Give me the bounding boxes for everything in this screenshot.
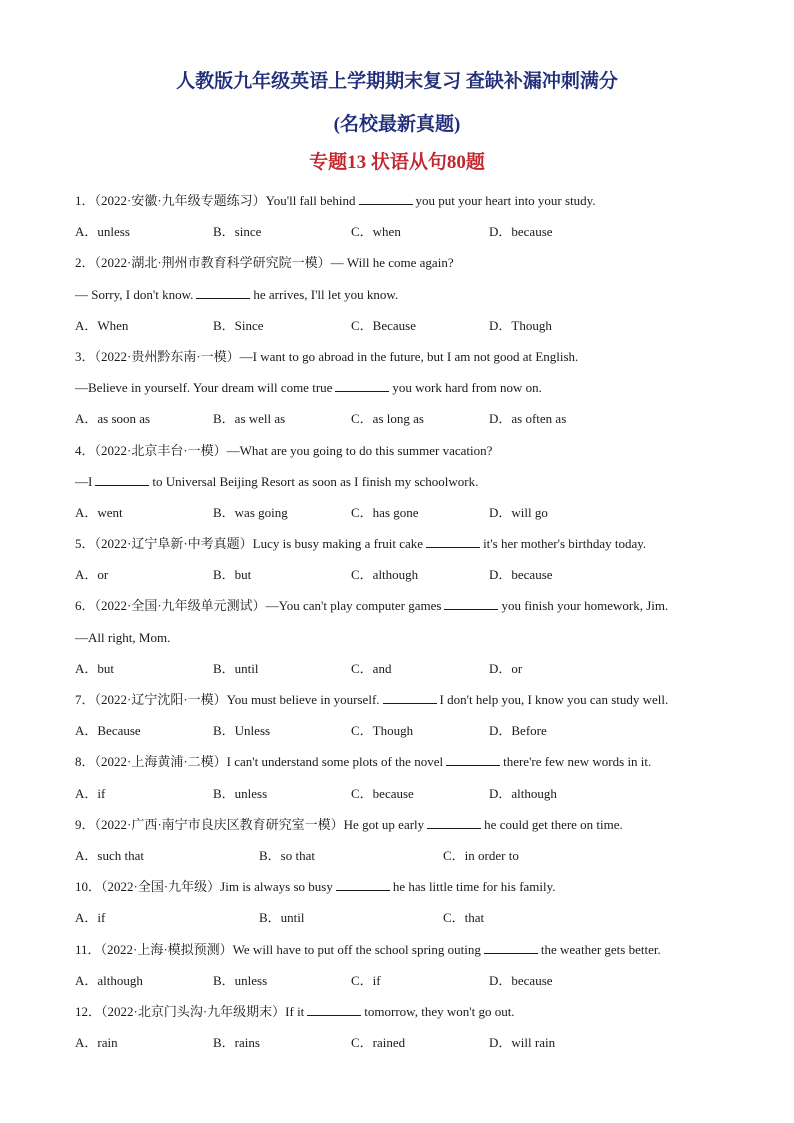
answer-option: B．but bbox=[213, 567, 252, 583]
answer-option: B．Since bbox=[213, 317, 264, 333]
question-text: 12．（2022·北京门头沟·九年级期末）If it bbox=[75, 1003, 305, 1019]
question-text: tomorrow, they won't go out. bbox=[364, 1003, 515, 1019]
answer-blank bbox=[359, 192, 413, 205]
question-line bbox=[75, 875, 735, 906]
answer-option: C．when bbox=[351, 224, 401, 240]
answer-option: A．although bbox=[75, 972, 143, 988]
question-line bbox=[75, 189, 735, 220]
answer-blank bbox=[336, 878, 390, 891]
question-text: 11．（2022·上海·模拟预测）We will have to put off the school spring outing bbox=[75, 941, 481, 957]
answer-options bbox=[75, 782, 735, 813]
answer-option: D．will go bbox=[489, 504, 548, 520]
answer-option: B．since bbox=[213, 224, 262, 240]
question-text: 7．（2022·辽宁沈阳·一模）You must believe in yourself. bbox=[75, 692, 380, 707]
question-line bbox=[75, 813, 735, 844]
answer-blank bbox=[444, 597, 498, 610]
answer-blank bbox=[426, 535, 480, 548]
subtitle: (名校最新真题) bbox=[333, 114, 461, 135]
answer-option: C．as long as bbox=[351, 411, 424, 427]
question-text: 2．（2022·湖北·荆州市教育科学研究院一模）— Will he come again? bbox=[75, 255, 454, 271]
answer-option: C．because bbox=[351, 785, 414, 801]
question-text: you finish your homework, Jim. bbox=[501, 598, 669, 614]
answer-option: B．unless bbox=[213, 785, 268, 801]
answer-option: B．as well as bbox=[213, 411, 286, 427]
answer-option: A．if bbox=[75, 785, 106, 801]
answer-option: D．Though bbox=[489, 317, 552, 333]
answer-blank bbox=[95, 473, 149, 486]
question-text: —I bbox=[75, 473, 93, 489]
question-line bbox=[75, 594, 735, 625]
answer-option: C．Because bbox=[351, 317, 416, 333]
answer-options bbox=[75, 501, 735, 532]
answer-option: C．if bbox=[351, 972, 381, 988]
question-text: —Believe in yourself. Your dream will come true bbox=[75, 380, 333, 396]
answer-option: A．Because bbox=[75, 723, 141, 739]
answer-option: B．rains bbox=[213, 1035, 260, 1051]
title-block bbox=[0, 0, 794, 176]
answer-options bbox=[75, 844, 735, 875]
answer-option: B．until bbox=[259, 910, 305, 926]
question-text: 5．（2022·辽宁阜新·中考真题）Lucy is busy making a fruit cake bbox=[75, 536, 424, 552]
question-line bbox=[75, 345, 735, 376]
question-text: — Sorry, I don't know. bbox=[75, 286, 194, 302]
question-text: there're few new words in it. bbox=[503, 754, 652, 770]
question-text: 3．（2022·贵州黔东南·一模）—I want to go abroad in the future, but I am not good at English. bbox=[75, 348, 579, 364]
question-item bbox=[75, 189, 735, 251]
question-item bbox=[75, 813, 735, 875]
question-text: 10．（2022·全国·九年级）Jim is always so busy bbox=[75, 879, 333, 895]
question-line bbox=[75, 439, 735, 470]
answer-blank bbox=[427, 816, 481, 829]
question-text: 6．（2022·全国·九年级单元测试）—You can't play computer games bbox=[75, 598, 442, 614]
answer-option: A．but bbox=[75, 660, 115, 676]
answer-option: C．has gone bbox=[351, 504, 419, 520]
question-text: you put your heart into your study. bbox=[415, 193, 596, 208]
answer-option: C．that bbox=[443, 910, 485, 926]
main-title: 人教版九年级英语上学期期末复习 查缺补漏冲刺满分 bbox=[176, 71, 618, 92]
answer-option: C．rained bbox=[351, 1035, 406, 1051]
answer-options bbox=[75, 563, 735, 594]
answer-blank bbox=[307, 1003, 361, 1016]
question-item bbox=[75, 251, 735, 345]
answer-options bbox=[75, 969, 735, 1000]
question-line bbox=[75, 251, 735, 282]
question-line bbox=[75, 750, 735, 781]
question-text: it's her mother's birthday today. bbox=[483, 536, 647, 552]
answer-option: A．unless bbox=[75, 224, 130, 240]
answer-option: B．so that bbox=[259, 847, 315, 863]
question-line bbox=[75, 938, 735, 969]
answer-options bbox=[75, 719, 735, 750]
answer-option: B．unless bbox=[213, 972, 268, 988]
question-text: —All right, Mom. bbox=[75, 629, 171, 645]
question-text: to Universal Beijing Resort as soon as I finish my schoolwork. bbox=[152, 473, 479, 489]
question-text: 4．（2022·北京丰台·一模）—What are you going to do this summer vacation? bbox=[75, 442, 493, 458]
answer-option: C．although bbox=[351, 567, 419, 583]
question-line bbox=[75, 626, 735, 657]
topic-title: 专题13 状语从句80题 bbox=[309, 152, 485, 173]
answer-option: B．Unless bbox=[213, 723, 271, 739]
question-item bbox=[75, 938, 735, 1000]
answer-option: A．as soon as bbox=[75, 411, 151, 427]
answer-blank bbox=[484, 941, 538, 954]
answer-blank bbox=[335, 379, 389, 392]
answer-option: C．Though bbox=[351, 723, 414, 739]
question-item bbox=[75, 875, 735, 937]
answer-option: B．until bbox=[213, 660, 259, 676]
question-line bbox=[75, 376, 735, 407]
question-line bbox=[75, 532, 735, 563]
question-line bbox=[75, 283, 735, 314]
answer-option: A．rain bbox=[75, 1035, 118, 1051]
answer-option: D．although bbox=[489, 785, 557, 801]
answer-options bbox=[75, 906, 735, 937]
question-text: you work hard from now on. bbox=[392, 380, 542, 396]
question-line bbox=[75, 688, 735, 719]
answer-blank bbox=[196, 286, 250, 299]
answer-option: D．because bbox=[489, 567, 553, 583]
answer-option: B．was going bbox=[213, 504, 288, 520]
question-text: 8．（2022·上海黄浦·二模）I can't understand some plots of the novel bbox=[75, 754, 444, 770]
answer-options bbox=[75, 657, 735, 688]
question-item bbox=[75, 750, 735, 812]
answer-option: A．When bbox=[75, 317, 129, 333]
question-item bbox=[75, 594, 735, 688]
answer-option: C．and bbox=[351, 660, 392, 676]
question-text: 1．（2022·安徽·九年级专题练习）You'll fall behind bbox=[75, 193, 356, 208]
question-item bbox=[75, 345, 735, 439]
question-item bbox=[75, 688, 735, 750]
answer-option: A．such that bbox=[75, 847, 144, 863]
question-item bbox=[75, 439, 735, 533]
question-text: 9．（2022·广西·南宁市良庆区教育研究室一模）He got up early bbox=[75, 816, 425, 832]
answer-option: D．as often as bbox=[489, 411, 567, 427]
answer-option: A．or bbox=[75, 567, 109, 583]
question-text: he could get there on time. bbox=[484, 816, 623, 832]
answer-options bbox=[75, 220, 735, 251]
question-text: he arrives, I'll let you know. bbox=[253, 286, 399, 302]
question-text: I don't help you, I know you can study well. bbox=[439, 692, 669, 707]
answer-option: C．in order to bbox=[443, 847, 519, 863]
answer-option: A．if bbox=[75, 910, 106, 926]
answer-blank bbox=[446, 753, 500, 766]
answer-options bbox=[75, 407, 735, 438]
answer-options bbox=[75, 314, 735, 345]
answer-option: D．because bbox=[489, 224, 553, 240]
question-text: the weather gets better. bbox=[540, 941, 661, 957]
answer-option: D．because bbox=[489, 972, 553, 988]
question-line bbox=[75, 470, 735, 501]
question-line bbox=[75, 1000, 735, 1031]
answer-option: D．or bbox=[489, 660, 523, 676]
answer-blank bbox=[383, 691, 437, 704]
answer-option: D．will rain bbox=[489, 1035, 556, 1051]
question-item bbox=[75, 532, 735, 594]
answer-options bbox=[75, 1031, 735, 1062]
answer-option: A．went bbox=[75, 504, 123, 520]
question-list bbox=[75, 189, 735, 1062]
question-text: he has little time for his family. bbox=[392, 879, 556, 895]
answer-option: D．Before bbox=[489, 723, 547, 739]
question-item bbox=[75, 1000, 735, 1062]
